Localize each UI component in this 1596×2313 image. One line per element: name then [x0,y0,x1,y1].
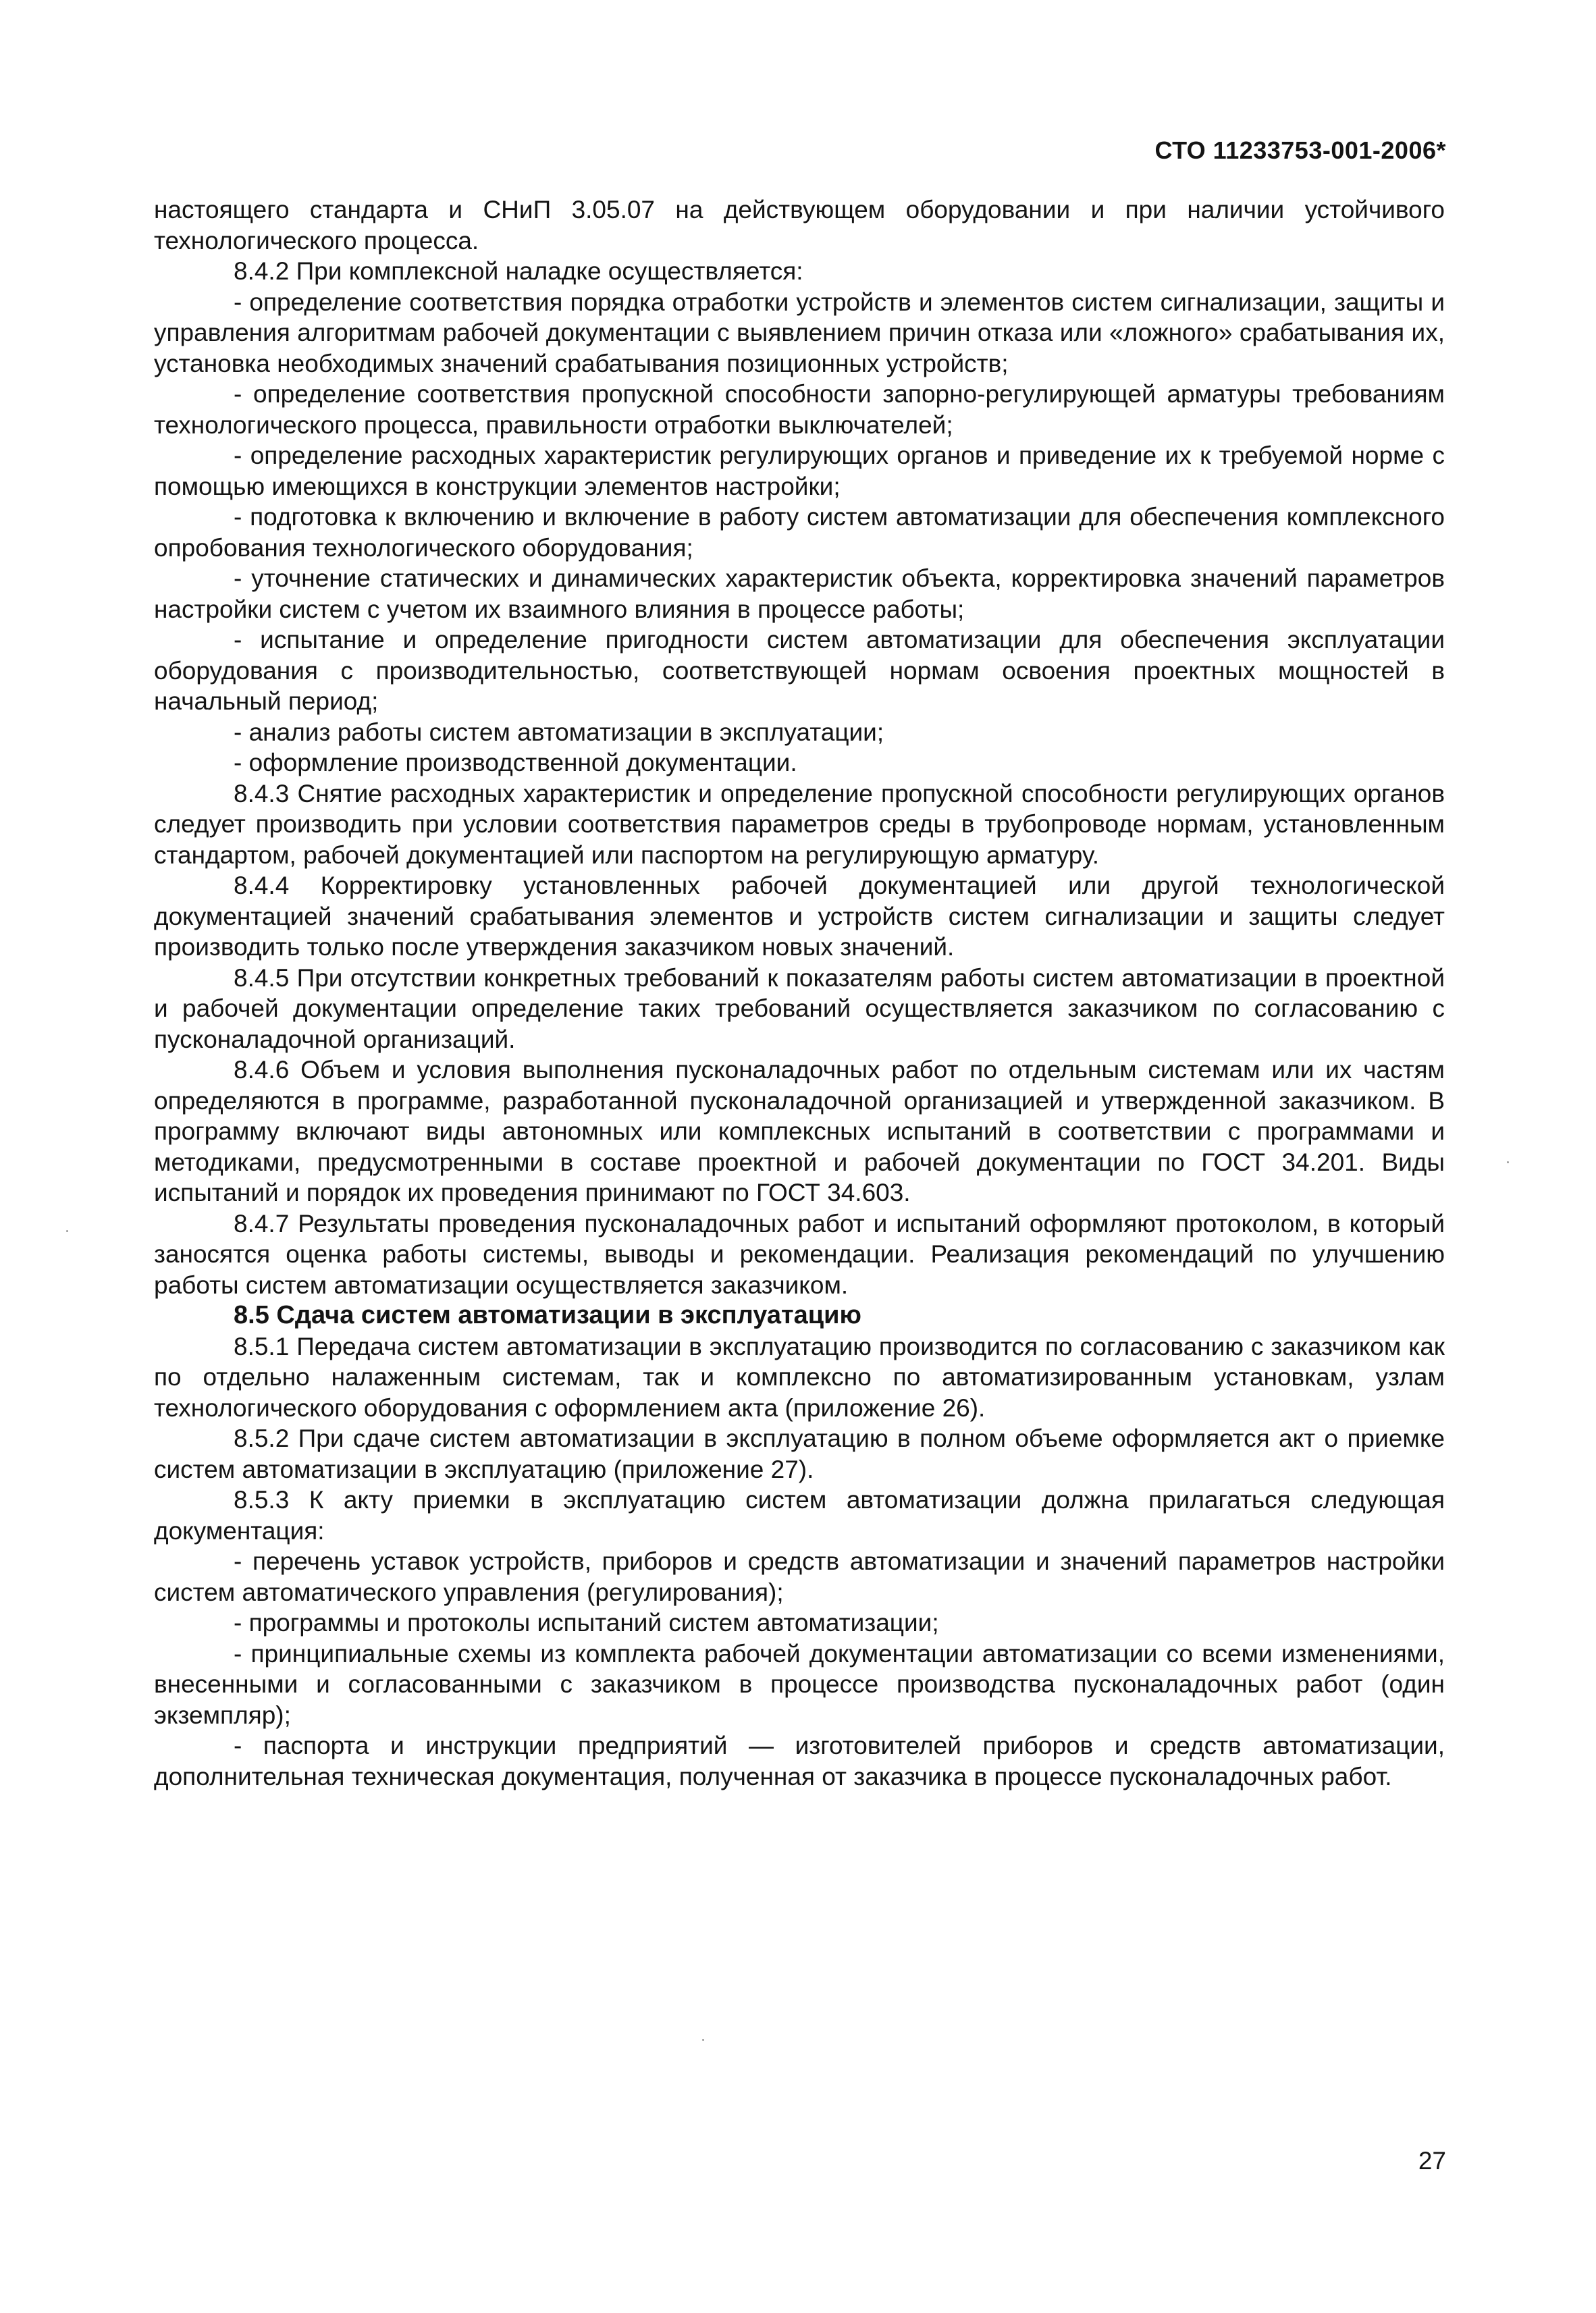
paragraph-8-4-4: 8.4.4 Корректировку установленных рабочей документацией или другой технологической документацией значений срабатывания элементов и устройств систем сигнализации и защиты следует производить только после утверждения заказчиком новых значений. [154,872,1445,961]
paragraph-continuation: настоящего стандарта и СНиП 3.05.07 на действующем оборудовании и при наличии устойчивого технологического процесса. [154,196,1445,255]
paragraph-8-4-3: 8.4.3 Снятие расходных характеристик и определение пропускной способности регулирующих органов следует производить при условии соответствия параметров среды в трубопроводе нормам, установленным стандартом, рабочей документацией или паспортом на регулирующую арматуру. [154,779,1445,869]
scan-speck [66,1230,68,1232]
list-item: - испытание и определение пригодности систем автоматизации для обеспечения эксплуатации оборудования с производительностью, соответствующей нормам освоения проектных мощностей в начальный период; [154,626,1445,715]
list-item: - паспорта и инструкции предприятий — изготовителей приборов и средств автоматизации, дополнительная техническая документация, полученная от заказчика в процессе пусконаладочных работ. [154,1732,1445,1790]
list-item: - уточнение статических и динамических характеристик объекта, корректировка значений параметров настройки систем с учетом их взаимного влияния в процессе работы; [154,564,1445,623]
list-item: - подготовка к включению и включение в работу систем автоматизации для обеспечения комплексного опробования технологического оборудования; [154,503,1445,562]
list-item: - программы и протоколы испытаний систем автоматизации; [234,1609,939,1637]
paragraph-8-4-5: 8.4.5 При отсутствии конкретных требований к показателям работы систем автоматизации в проектной и рабочей документации определение таких требований осуществляется заказчиком по согласованию с пусконаладочной организаций. [154,963,1445,1053]
paragraph-8-5-2: 8.5.2 При сдаче систем автоматизации в эксплуатацию в полном объеме оформляется акт о приемке систем автоматизации в эксплуатацию (приложение 27). [154,1425,1445,1483]
list-item: - перечень уставок устройств, приборов и средств автоматизации и значений параметров настройки систем автоматического управления (регулирования); [154,1547,1445,1606]
list-item: - определение расходных характеристик регулирующих органов и приведение их к требуемой норме с помощью имеющихся в конструкции элементов настройки; [154,442,1445,500]
page-number: 27 [1418,2147,1446,2175]
list-item: - принципиальные схемы из комплекта рабочей документации автоматизации со всеми изменениями, внесенными и согласованными с заказчиком в процессе производства пусконаладочных работ (один экземпляр); [154,1639,1445,1729]
paragraph-8-4-2: 8.4.2 При комплексной наладке осуществляется: [234,257,803,285]
list-item: - анализ работы систем автоматизации в эксплуатации; [234,718,884,746]
document-body [154,194,1445,1792]
paragraph-8-5-1: 8.5.1 Передача систем автоматизации в эксплуатацию производится по согласованию с заказчиком как по отдельно налаженным системам, так и комплексно по автоматизированным установкам, узлам технологического оборудования с оформлением акта (приложение 26). [154,1332,1445,1422]
document-code-header: СТО 11233753-001-2006* [1154,136,1446,164]
scan-speck [1507,1161,1509,1163]
list-item: - оформление производственной документации. [234,749,797,776]
list-item: - определение соответствия порядка отработки устройств и элементов систем сигнализации, защиты и управления алгоритмам рабочей документации с выявлением причин отказа или «ложного» срабатывания их, установка необходимых значений срабатывания позиционных устройств; [154,288,1445,377]
paragraph-8-4-7: 8.4.7 Результаты проведения пусконаладочных работ и испытаний оформляют протоколом, в который заносятся оценка работы системы, выводы и рекомендации. Реализация рекомендаций по улучшению работы систем автоматизации осуществляется заказчиком. [154,1209,1445,1299]
paragraph-8-4-6: 8.4.6 Объем и условия выполнения пусконаладочных работ по отдельным системам или их частям определяются в программе, разработанной пусконаладочной организацией и утвержденной заказчиком. В программу включают виды автономных или комплексных испытаний в соответствии с программами и методиками, предусмотренными в составе проектной и рабочей документации по ГОСТ 34.201. Виды испытаний и порядок их проведения принимают по ГОСТ 34.603. [154,1056,1445,1206]
scan-speck [702,2039,704,2041]
list-item: - определение соответствия пропускной способности запорно-регулирующей арматуры требованиям технологического процесса, правильности отработки выключателей; [154,380,1445,439]
section-heading-8-5: 8.5 Сдача систем автоматизации в эксплуатацию [234,1301,861,1329]
paragraph-8-5-3: 8.5.3 К акту приемки в эксплуатацию систем автоматизации должна прилагаться следующая документация: [154,1486,1445,1545]
